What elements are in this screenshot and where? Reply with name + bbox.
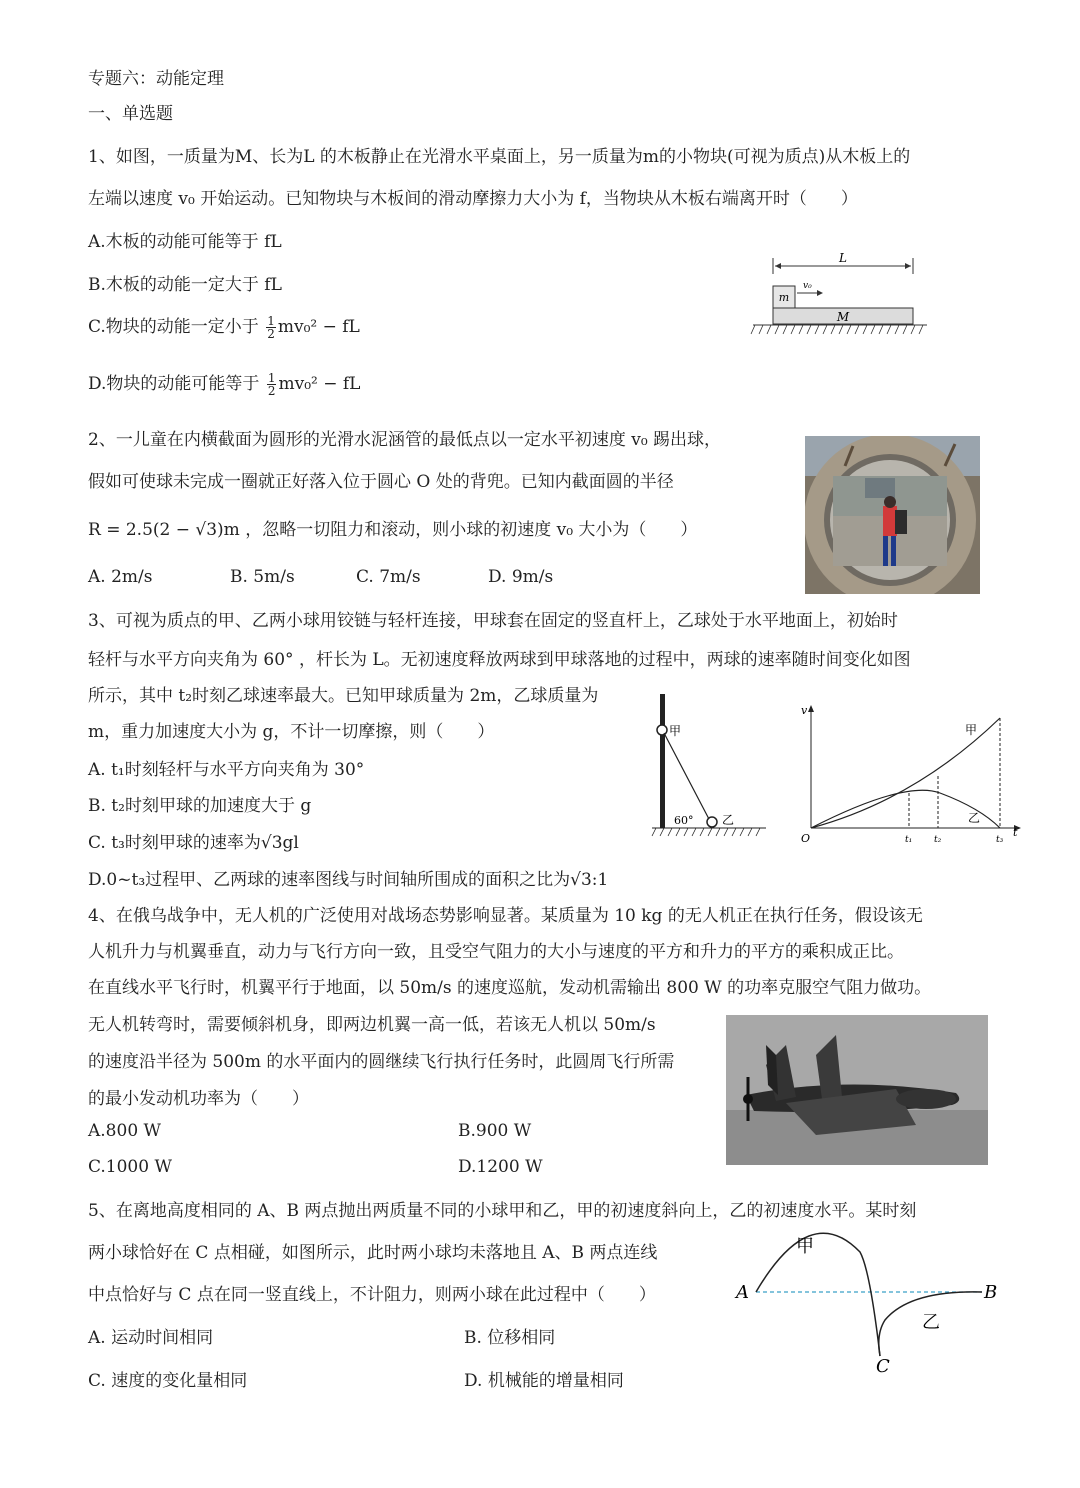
q4-stem-line5: 的速度沿半径为 500m 的水平面内的圆继续飞行执行任务时，此圆周飞行所需 xyxy=(88,1052,675,1072)
q1-stem-line2: 左端以速度 v₀ 开始运动。已知物块与木板间的滑动摩擦力大小为 f，当物块从木板右端离开时（ ） xyxy=(88,189,858,209)
q3-option-c: C. t₃时刻甲球的速率为√3gl xyxy=(88,833,299,853)
fraction-den: 2 xyxy=(267,327,275,341)
q1-board-figure xyxy=(745,248,935,340)
q2-stem-line1: 2、一儿童在内横截面为圆形的光滑水泥涵管的最低点以一定水平初速度 v₀ 踢出球， xyxy=(88,430,722,450)
q4-option-c: C.1000 W xyxy=(88,1157,172,1177)
q3-rod-figure xyxy=(648,690,770,840)
q3-stem-line4: m，重力加速度大小为 g，不计一切摩擦，则（ ） xyxy=(88,722,495,742)
q2-stem-line3: R = 2.5(2 − √3)m ，忽略一切阻力和滚动，则小球的初速度 v₀ 大小为（ ） xyxy=(88,520,698,540)
page-title: 专题六：动能定理 xyxy=(88,69,224,89)
fraction-num: 1 xyxy=(267,371,276,385)
q5-stem-line3: 中点恰好与 C 点在同一竖直线上，不计阻力，则两小球在此过程中（ ） xyxy=(88,1285,656,1305)
tick-t3: t₃ xyxy=(996,835,1004,845)
q2-option-a: A. 2m/s xyxy=(88,567,153,587)
q4-stem-line6: 的最小发动机功率为（ ） xyxy=(88,1089,309,1109)
point-c: C xyxy=(876,1356,890,1377)
q5-option-d: D. 机械能的增量相同 xyxy=(464,1371,624,1391)
q1-option-d-prefix: D.物块的动能可能等于 xyxy=(88,374,260,394)
q1-option-d xyxy=(88,369,360,397)
q4-option-a: A.800 W xyxy=(88,1121,162,1141)
label-M: M xyxy=(836,310,850,324)
q5-stem-line2: 两小球恰好在 C 点相碰，如图所示，此时两小球均未落地且 A、B 两点连线 xyxy=(88,1243,658,1263)
origin-label: O xyxy=(801,832,811,845)
culvert-photo xyxy=(805,436,980,594)
q1-option-a: A.木板的动能可能等于 fL xyxy=(88,232,282,252)
q3-option-b: B. t₂时刻甲球的加速度大于 g xyxy=(88,796,312,816)
q3-stem-line2: 轻杆与水平方向夹角为 60° ，杆长为 L。无初速度释放两球到甲球落地的过程中，两球的速率随时间变化如图 xyxy=(88,650,911,670)
q1-option-c-prefix: C.物块的动能一定小于 xyxy=(88,317,259,337)
label-yi: 乙 xyxy=(922,1312,940,1333)
q4-stem-line1: 4、在俄乌战争中，无人机的广泛使用对战场态势影响显著。某质量为 10 kg 的无人机正在执行任务，假设该无 xyxy=(88,906,923,926)
q2-stem-line2: 假如可使球未完成一圈就正好落入位于圆心 O 处的背兜。已知内截面圆的半径 xyxy=(88,472,674,492)
q2-option-c: C. 7m/s xyxy=(356,567,421,587)
q4-option-b: B.900 W xyxy=(458,1121,532,1141)
q5-option-c: C. 速度的变化量相同 xyxy=(88,1371,248,1391)
q4-option-d: D.1200 W xyxy=(458,1157,543,1177)
curve-label-jia: 甲 xyxy=(965,723,978,737)
q2-option-d: D. 9m/s xyxy=(488,567,554,587)
label-m: m xyxy=(778,291,790,304)
q3-option-d: D.0~t₃过程甲、乙两球的速率图线与时间轴所围成的面积之比为√3:1 xyxy=(88,870,609,890)
angle-label: 60° xyxy=(674,814,694,827)
q4-stem-line3: 在直线水平飞行时，机翼平行于地面，以 50m/s 的速度巡航，发动机需输出 800 W 的功率克服空气阻力做功。 xyxy=(88,978,932,998)
q2-option-b: B. 5m/s xyxy=(230,567,295,587)
axis-t: t xyxy=(1013,826,1018,839)
q3-vt-graph xyxy=(795,700,1025,848)
label-L: L xyxy=(839,251,847,265)
point-b: B xyxy=(984,1282,998,1303)
q5-stem-line1: 5、在离地高度相同的 A、B 两点抛出两质量不同的小球甲和乙，甲的初速度斜向上，乙的初速度水平。某时刻 xyxy=(88,1201,917,1221)
label-yi: 乙 xyxy=(722,813,735,827)
q3-option-a: A. t₁时刻轻杆与水平方向夹角为 30° xyxy=(88,760,365,780)
q5-option-a: A. 运动时间相同 xyxy=(88,1328,214,1348)
label-jia: 甲 xyxy=(669,724,682,738)
fraction xyxy=(267,372,277,397)
q5-option-b: B. 位移相同 xyxy=(464,1328,556,1348)
q4-stem-line2: 人机升力与机翼垂直，动力与飞行方向一致，且受空气阻力的大小与速度的平方和升力的平方的乘积成正比。 xyxy=(88,942,904,962)
q1-option-d-expr: mv₀² − fL xyxy=(278,374,361,394)
q1-option-c-expr: mv₀² − fL xyxy=(277,317,360,337)
drone-photo xyxy=(726,1015,988,1165)
fraction-num: 1 xyxy=(267,314,275,328)
q4-stem-line4: 无人机转弯时，需要倾斜机身，即两边机翼一高一低，若该无人机以 50m/s xyxy=(88,1015,656,1035)
label-jia: 甲 xyxy=(796,1236,814,1257)
q3-stem-line3: 所示，其中 t₂时刻乙球速率最大。已知甲球质量为 2m，乙球质量为 xyxy=(88,686,599,706)
point-a: A xyxy=(736,1282,749,1303)
label-v0: v₀ xyxy=(803,281,812,291)
q1-option-b: B.木板的动能一定大于 fL xyxy=(88,275,282,295)
q1-stem-line1: 1、如图，一质量为M、长为L 的木板静止在光滑水平桌面上，另一质量为m的小物块(可视为质点)从木板上的 xyxy=(88,147,911,167)
q1-option-c xyxy=(88,312,360,340)
axis-v: v xyxy=(801,704,808,717)
section-heading: 一、单选题 xyxy=(88,104,173,124)
fraction xyxy=(266,315,276,340)
q5-trajectory-figure xyxy=(730,1230,1010,1378)
curve-label-yi: 乙 xyxy=(968,811,981,825)
q3-stem-line1: 3、可视为质点的甲、乙两小球用铰链与轻杆连接，甲球套在固定的竖直杆上，乙球处于水平地面上，初始时 xyxy=(88,611,898,631)
tick-t1: t₁ xyxy=(905,835,913,845)
tick-t2: t₂ xyxy=(934,835,942,845)
fraction-den: 2 xyxy=(267,384,276,398)
